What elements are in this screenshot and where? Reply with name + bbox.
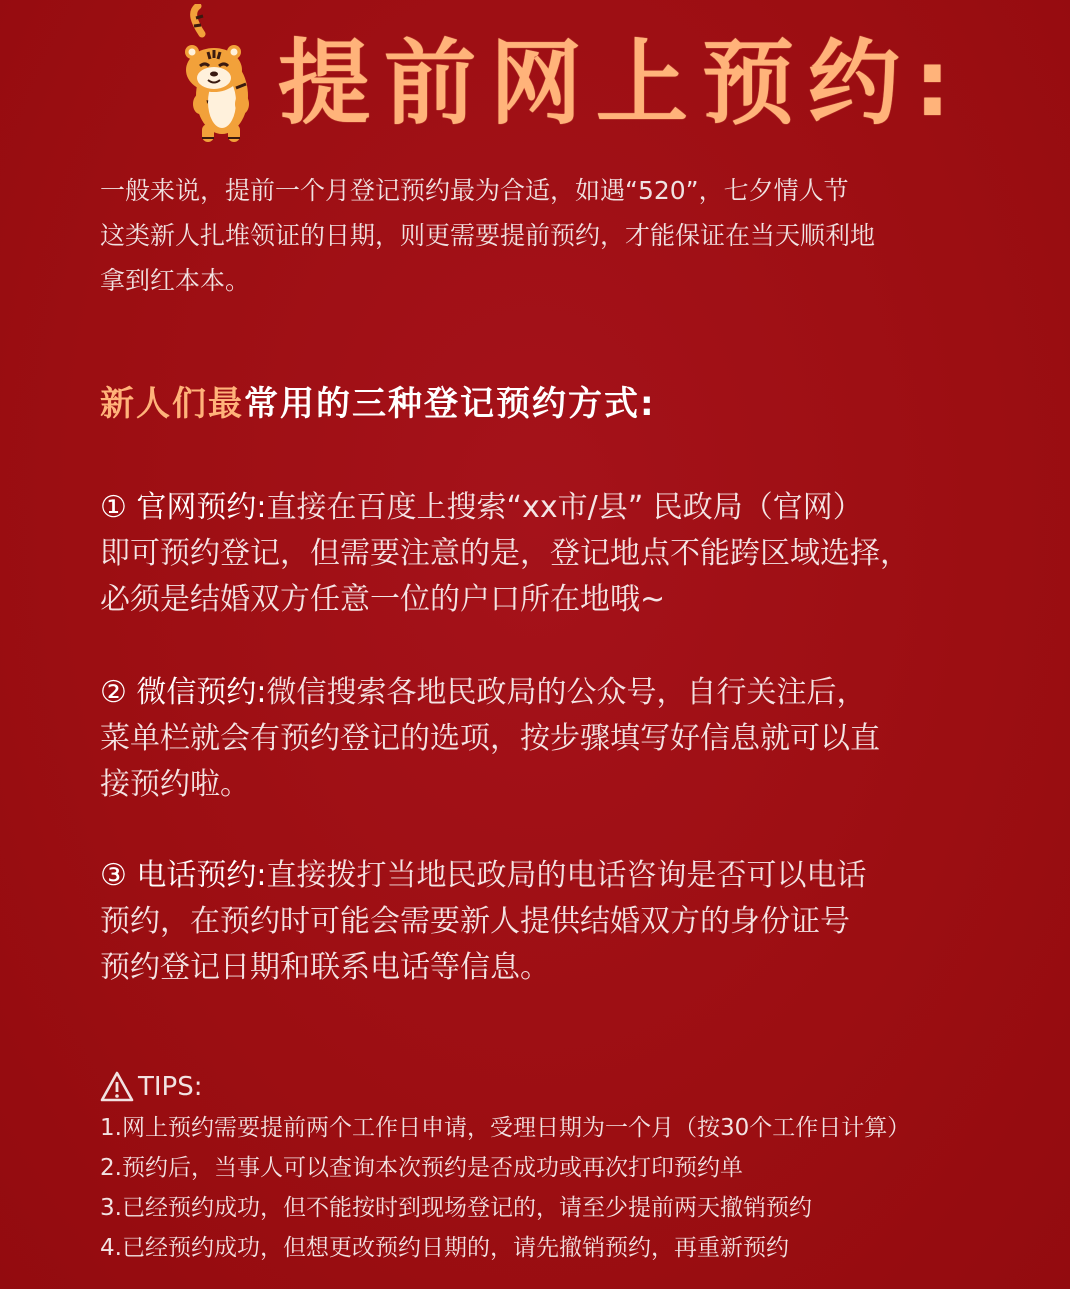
method-line: 预约登记日期和联系电话等信息。	[100, 950, 550, 985]
list-item: 1.网上预约需要提前两个工作日申请，受理日期为一个月（按30个工作日计算）	[100, 1115, 911, 1141]
tips-list	[100, 1108, 1040, 1268]
method-phone	[100, 853, 1000, 991]
method-line: 直接拨打当地民政局的电话咨询是否可以电话	[266, 858, 867, 893]
tips-header	[100, 1066, 1040, 1108]
list-item: 2.预约后，当事人可以查询本次预约是否成功或再次打印预约单	[100, 1155, 743, 1181]
method-wechat	[100, 670, 1000, 808]
intro-line: 这类新人扎堆领证的日期，则更需要提前预约，才能保证在当天顺利地	[100, 221, 876, 250]
method-line: 菜单栏就会有预约登记的选项，按步骤填写好信息就可以直	[100, 721, 880, 756]
tips-label: TIPS:	[138, 1072, 203, 1102]
method-label: ② 微信预约:	[100, 675, 267, 710]
header	[160, 0, 965, 150]
section-title-rest: 常用的三种登记预约方式:	[244, 384, 656, 424]
page-title: 提前网上预约:	[278, 30, 965, 137]
section-title-highlight: 新人们最	[100, 384, 244, 424]
list-item: 4.已经预约成功，但想更改预约日期的，请先撤销预约，再重新预约	[100, 1235, 789, 1261]
intro-paragraph	[100, 168, 1000, 303]
method-line: 直接在百度上搜索“xx市/县” 民政局（官网）	[266, 490, 863, 525]
warning-icon	[100, 1071, 134, 1103]
method-line: 必须是结婚双方任意一位的户口所在地哦~	[100, 582, 666, 617]
method-line: 预约，在预约时可能会需要新人提供结婚双方的身份证号	[100, 904, 850, 939]
method-website	[100, 485, 1000, 623]
list-item: 3.已经预约成功，但不能按时到现场登记的，请至少提前两天撤销预约	[100, 1195, 812, 1221]
section-title	[100, 380, 656, 428]
method-line: 即可预约登记，但需要注意的是，登记地点不能跨区域选择，	[100, 536, 910, 571]
method-label: ① 官网预约:	[100, 490, 267, 525]
intro-line: 拿到红本本。	[100, 266, 251, 295]
method-line: 微信搜索各地民政局的公众号，自行关注后，	[266, 675, 867, 710]
method-line: 接预约啦。	[100, 767, 250, 802]
intro-line: 一般来说，提前一个月登记预约最为合适，如遇“520”，七夕情人节	[100, 176, 849, 205]
method-label: ③ 电话预约:	[100, 858, 267, 893]
tiger-icon	[172, 4, 262, 146]
tips-section	[100, 1066, 1040, 1268]
